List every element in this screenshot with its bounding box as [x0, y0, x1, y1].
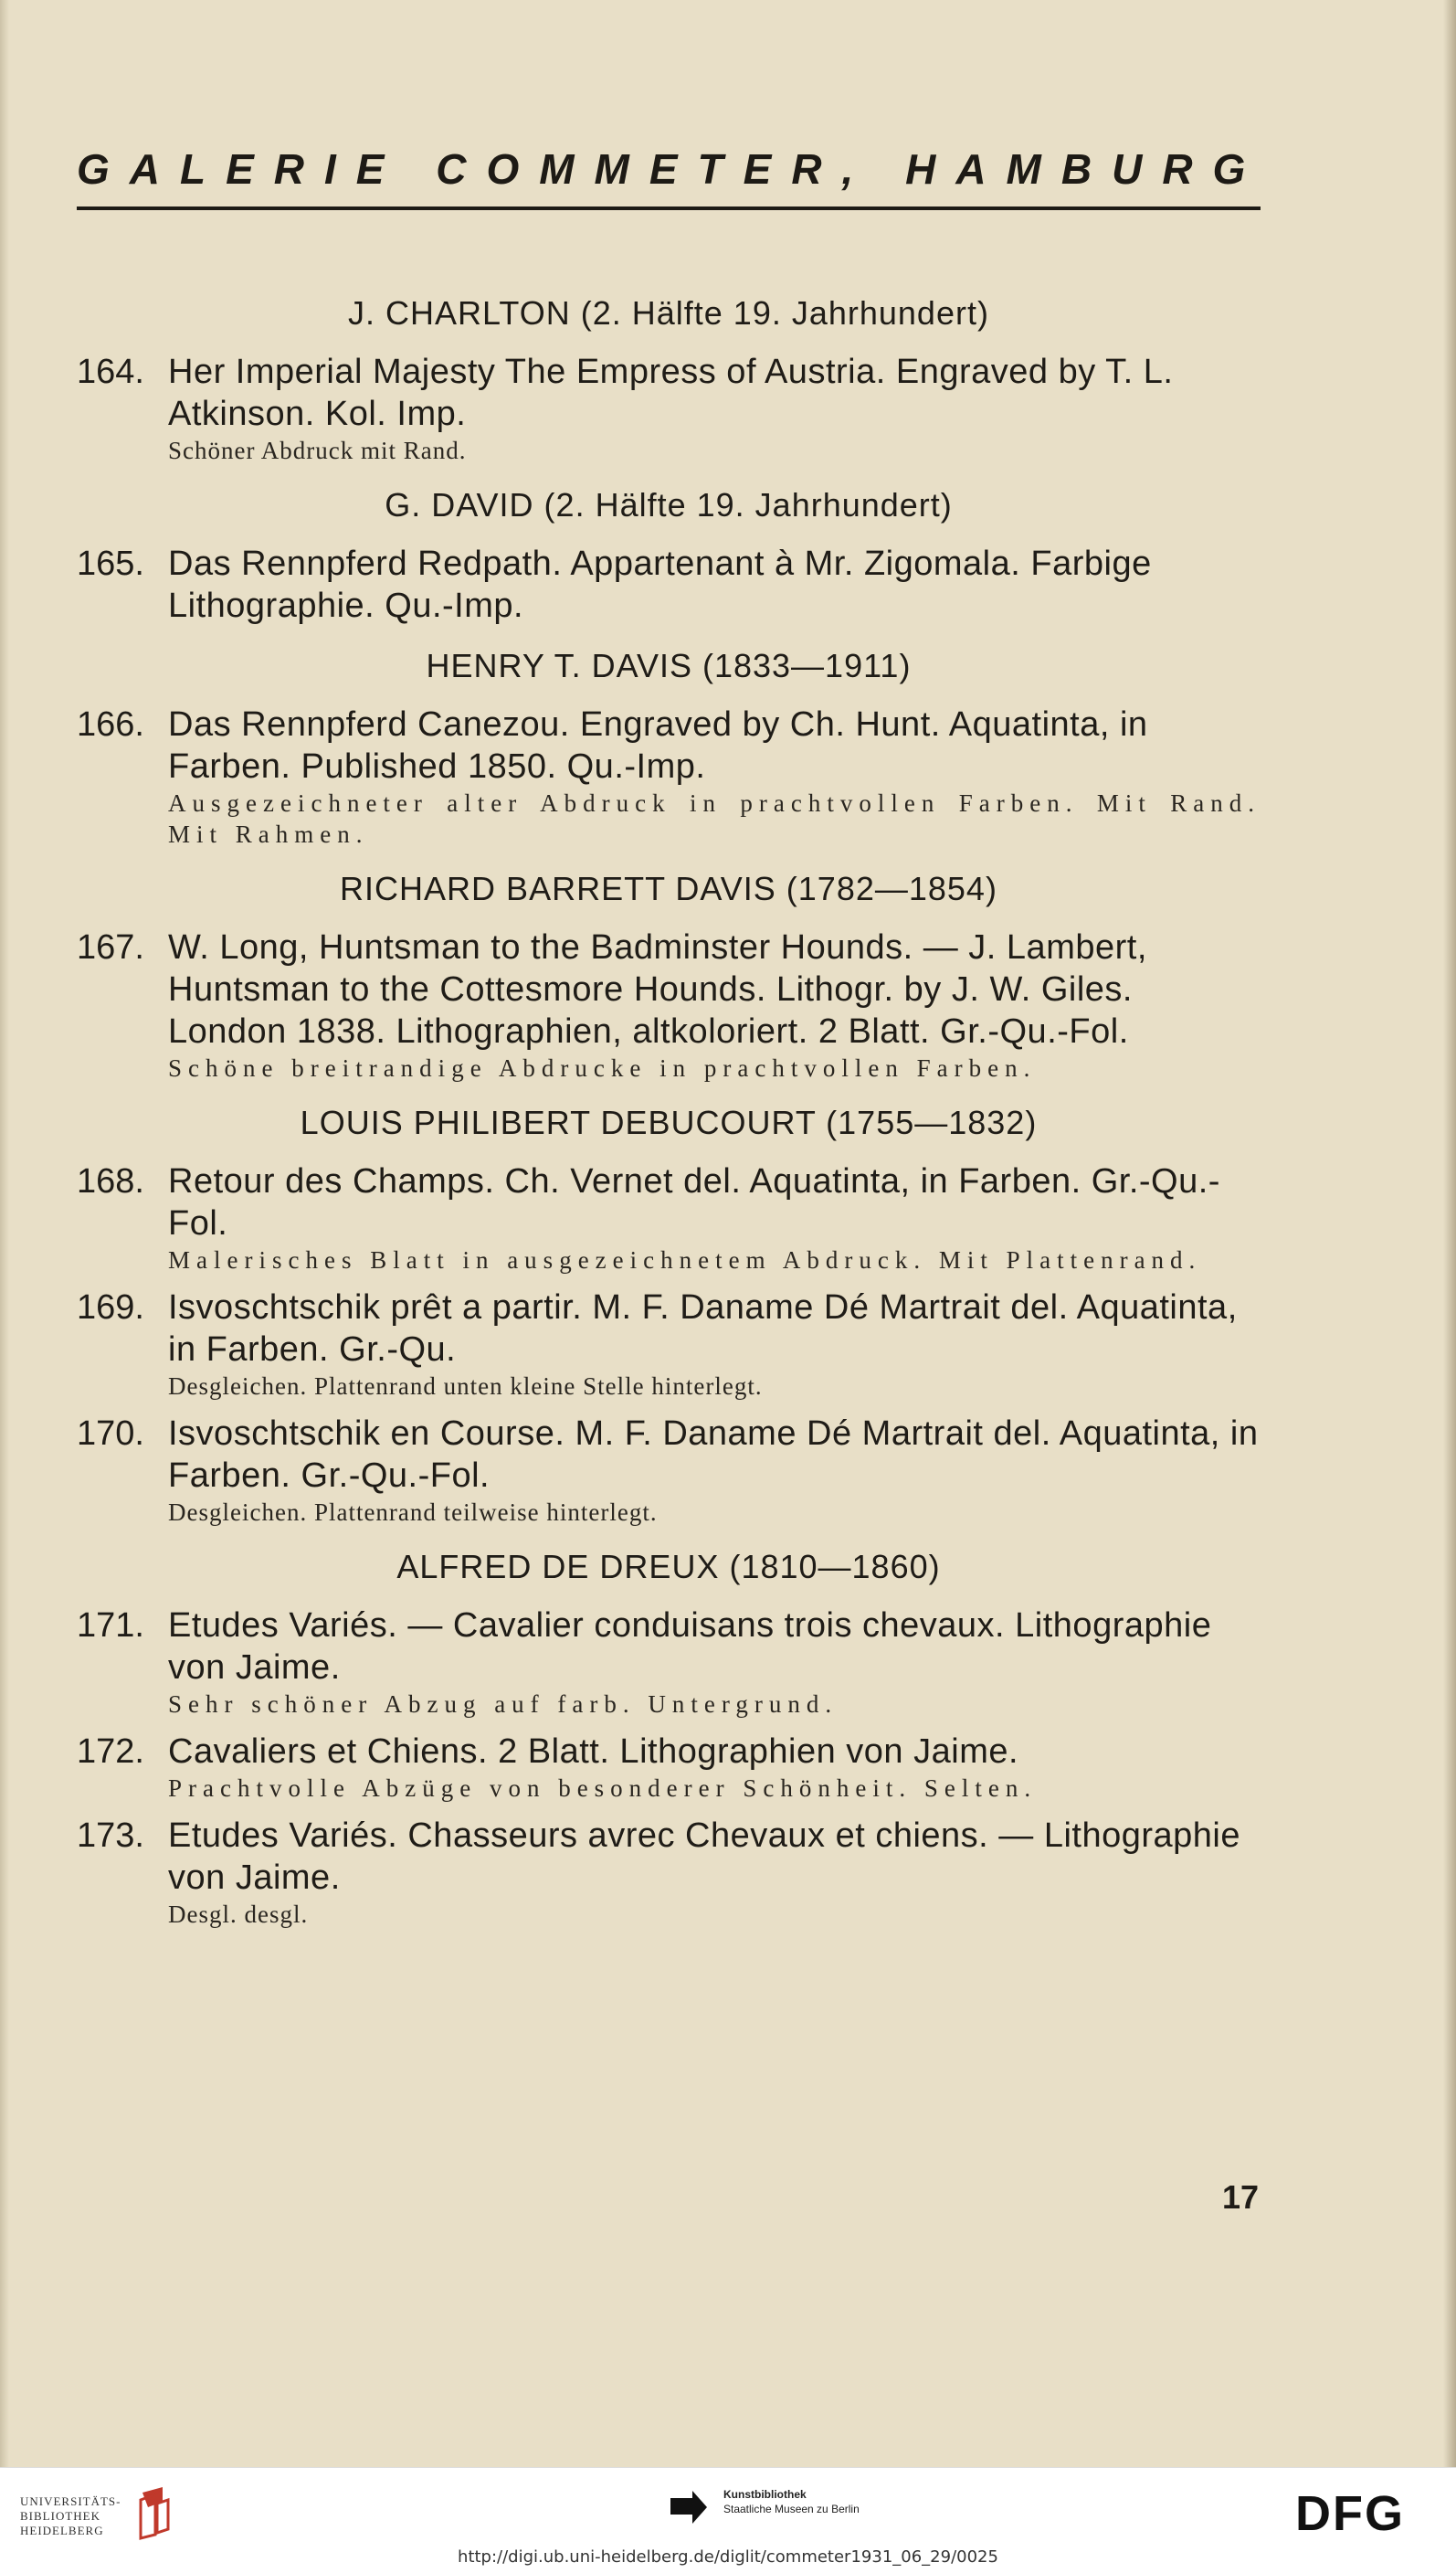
catalog-entry: [77, 704, 1261, 850]
entry-number: 167.: [77, 928, 144, 967]
entry-note: Malerisches Blatt in ausgezeichnetem Abdruck. Mit Plattenrand.: [168, 1246, 1202, 1274]
entry-description: Retour des Champs. Ch. Vernet del. Aquatinta, in Farben. Gr.-Qu.-Fol.: [168, 1162, 1220, 1243]
entry-note: Prachtvolle Abzüge von besonderer Schönheit. Selten.: [168, 1774, 1038, 1802]
entry-description: Das Rennpferd Redpath. Appartenant à Mr. Zigomala. Farbige Lithographie. Qu.-Imp.: [168, 545, 1152, 625]
entry-note: Sehr schöner Abzug auf farb. Untergrund.: [168, 1690, 839, 1718]
library-text-line: BIBLIOTHEK: [20, 2509, 100, 2523]
entry-number: 166.: [77, 705, 144, 744]
library-logo-text[interactable]: [20, 2494, 121, 2538]
entry-note: Desgl. desgl.: [168, 1901, 309, 1928]
page-edge-left: [0, 0, 9, 2467]
library-logo-icon[interactable]: [135, 2483, 174, 2540]
entry-description: Das Rennpferd Canezou. Engraved by Ch. Hunt. Aquatinta, in Farben. Published 1850. Qu.-Imp.: [168, 705, 1148, 786]
artist-heading: LOUIS PHILIBERT DEBUCOURT (1755—1832): [300, 1104, 1038, 1141]
page-header: GALERIE COMMETER, HAMBURG: [77, 145, 1266, 193]
artist-heading: RICHARD BARRETT DAVIS (1782—1854): [340, 870, 997, 907]
catalog-entry: [77, 543, 1261, 627]
entry-description: W. Long, Huntsman to the Badminster Hounds. — J. Lambert, Huntsman to the Cottesmore Hounds. Lithogr. by J. W. Giles. London 1838. Lithographien, altkoloriert. 2 Blatt. Gr.-Qu.-Fol.: [168, 928, 1147, 1051]
catalog-entry: [77, 1286, 1261, 1402]
kunstbibliothek-logo-icon[interactable]: [667, 2487, 711, 2529]
catalog-section: [77, 484, 1261, 627]
entry-description: Etudes Variés. — Cavalier conduisans trois chevaux. Lithographie von Jaime.: [168, 1606, 1212, 1687]
entry-note: Desgleichen. Plattenrand teilweise hinterlegt.: [168, 1498, 658, 1526]
entry-number: 172.: [77, 1732, 144, 1771]
catalog-section: [77, 1102, 1261, 1528]
page-number: 17: [1221, 2178, 1259, 2216]
catalog-entry: [77, 1413, 1261, 1528]
catalog-entry: [77, 1731, 1261, 1804]
catalog-section: [77, 868, 1261, 1084]
entry-number: 165.: [77, 545, 144, 583]
entry-note: Ausgezeichneter alter Abdruck in prachtvollen Farben. Mit Rand. Mit Rahmen.: [168, 789, 1261, 848]
artist-heading: J. CHARLTON (2. Hälfte 19. Jahrhundert): [348, 294, 989, 332]
entry-number: 170.: [77, 1414, 144, 1453]
permalink-url[interactable]: http://digi.ub.uni-heidelberg.de/diglit/commeter1931_06_29/0025: [458, 2547, 998, 2567]
catalog-section: [77, 645, 1261, 850]
entry-note: Schöne breitrandige Abdrucke in prachtvollen Farben.: [168, 1054, 1037, 1082]
entry-description: Isvoschtschik prêt a partir. M. F. Daname Dé Martrait del. Aquatinta, in Farben. Gr.-Qu.: [168, 1288, 1238, 1369]
entry-description: Cavaliers et Chiens. 2 Blatt. Lithographien von Jaime.: [168, 1732, 1019, 1771]
entry-number: 169.: [77, 1288, 144, 1327]
entry-number: 168.: [77, 1162, 144, 1201]
catalog-section: [77, 292, 1261, 466]
entry-description: Etudes Variés. Chasseurs avrec Chevaux et chiens. — Lithographie von Jaime.: [168, 1816, 1241, 1897]
catalog-entry: [77, 1604, 1261, 1720]
catalog-entry: [77, 926, 1261, 1084]
entry-description: Isvoschtschik en Course. M. F. Daname Dé Martrait del. Aquatinta, in Farben. Gr.-Qu.-Fol.: [168, 1414, 1259, 1495]
catalog-section: [77, 1546, 1261, 1930]
page-edge-right: [1443, 0, 1456, 2467]
header-rule: [77, 206, 1261, 210]
entry-number: 171.: [77, 1606, 144, 1645]
catalog-entry: [77, 1160, 1261, 1276]
entry-number: 164.: [77, 353, 144, 391]
entry-number: 173.: [77, 1816, 144, 1855]
catalog-content: [77, 274, 1261, 1941]
library-text-line: HEIDELBERG: [20, 2524, 104, 2537]
artist-heading: G. DAVID (2. Hälfte 19. Jahrhundert): [385, 486, 953, 524]
entry-note: Desgleichen. Plattenrand unten kleine Stelle hinterlegt.: [168, 1372, 763, 1400]
entry-note: Schöner Abdruck mit Rand.: [168, 437, 467, 464]
kb-title: Kunstbibliothek: [723, 2488, 807, 2501]
catalog-entry: [77, 351, 1261, 466]
artist-heading: ALFRED DE DREUX (1810—1860): [396, 1548, 941, 1585]
dfg-logo[interactable]: DFG: [1295, 2486, 1405, 2541]
entry-description: Her Imperial Majesty The Empress of Austria. Engraved by T. L. Atkinson. Kol. Imp.: [168, 353, 1174, 433]
artist-heading: HENRY T. DAVIS (1833—1911): [426, 647, 912, 684]
catalog-entry: [77, 1815, 1261, 1930]
kunstbibliothek-logo-text[interactable]: [723, 2487, 860, 2516]
kb-subtitle: Staatliche Museen zu Berlin: [723, 2503, 860, 2515]
library-text-line: UNIVERSITÄTS-: [20, 2494, 121, 2508]
